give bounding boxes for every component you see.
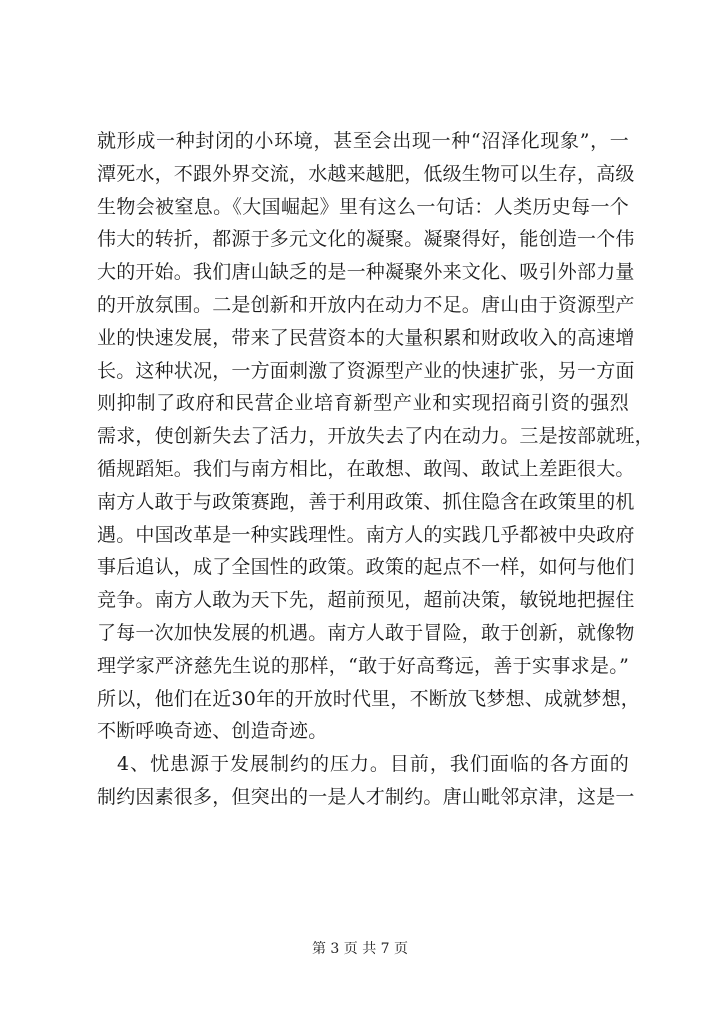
text-line: 制约因素很多，但突出的一是人才制约。唐山毗邻京津，这是一 xyxy=(97,785,635,808)
text-line: 所以，他们在近30年的开放时代里，不断放飞梦想、成就梦想， xyxy=(97,687,640,710)
paragraph-start-line: 4、忧患源于发展制约的压力。目前，我们面临的各方面的 xyxy=(117,753,629,776)
text-line: 则抑制了政府和民营企业培育新型产业和实现招商引资的强烈 xyxy=(97,392,629,415)
text-line: 不断呼唤奇迹、创造奇迹。 xyxy=(97,720,328,743)
text-line: 大的开始。我们唐山缺乏的是一种凝聚外来文化、吸引外部力量 xyxy=(97,261,635,284)
text-line: 了每一次加快发展的机遇。南方人敢于冒险，敢于创新，就像物 xyxy=(97,621,635,644)
text-line: 竞争。南方人敢为天下先，超前预见，超前决策，敏锐地把握住 xyxy=(97,589,635,612)
text-line: 长。这种状况，一方面刺激了资源型产业的快速扩张，另一方面 xyxy=(97,359,635,382)
text-line: 南方人敢于与政策赛跑，善于利用政策、抓住隐含在政策里的机 xyxy=(97,490,635,513)
body-text xyxy=(97,125,654,814)
text-line: 伟大的转折，都源于多元文化的凝聚。凝聚得好，能创造一个伟 xyxy=(97,228,635,251)
text-line: 事后追认，成了全国性的政策。政策的起点不一样，如何与他们 xyxy=(97,556,635,579)
text-line: 就形成一种封闭的小环境，甚至会出现一种“沼泽化现象”，一 xyxy=(97,130,629,152)
page-footer: 第 3 页 共 7 页 xyxy=(311,941,409,957)
text-line: 需求，使创新失去了活力，开放失去了内在动力。三是按部就班， xyxy=(97,425,654,448)
text-line: 遇。中国改革是一种实践理性。南方人的实践几乎都被中央政府 xyxy=(97,523,635,546)
text-line: 理学家严济慈先生说的那样，“敢于好高骛远，善于实事求是。” xyxy=(97,654,629,677)
text-line: 潭死水，不跟外界交流，水越来越肥，低级生物可以生存，高级 xyxy=(97,162,635,185)
text-line: 的开放氛围。二是创新和开放内在动力不足。唐山由于资源型产 xyxy=(97,293,635,316)
text-line: 生物会被窒息。《大国崛起》里有这么一句话：人类历史每一个 xyxy=(97,195,629,218)
text-line: 循规蹈矩。我们与南方相比，在敢想、敢闯、敢试上差距很大。 xyxy=(97,457,635,480)
text-line: 业的快速发展，带来了民营资本的大量积累和财政收入的高速增 xyxy=(97,326,635,349)
